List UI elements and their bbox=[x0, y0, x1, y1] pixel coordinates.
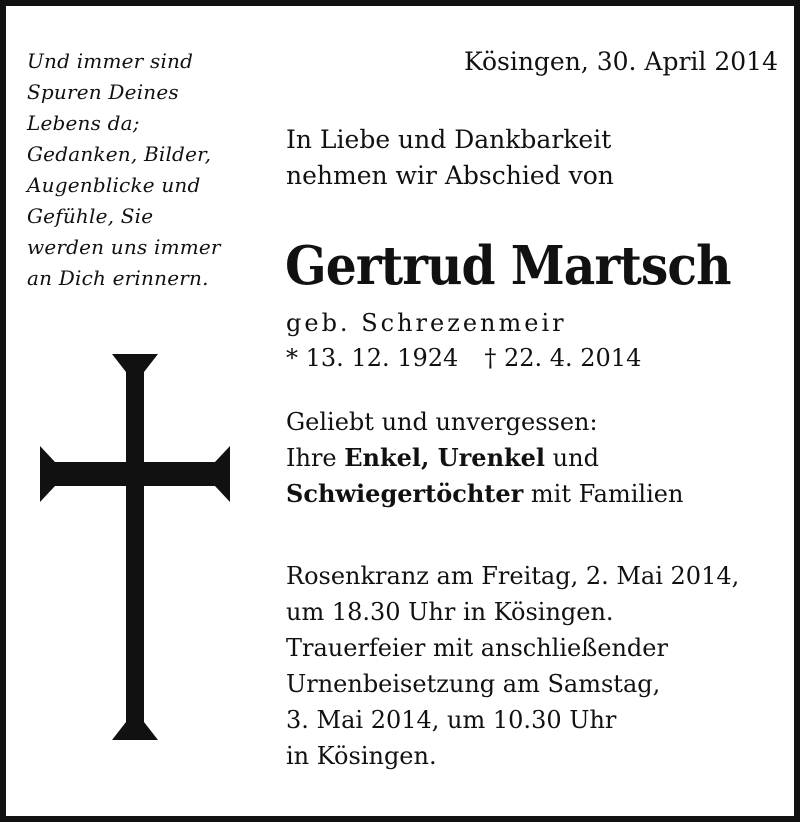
service-line: um 18.30 Uhr in Kösingen. bbox=[286, 598, 614, 626]
poem-line: Spuren Deines bbox=[27, 80, 179, 104]
deceased-name: Gertrud Martsch bbox=[285, 235, 731, 297]
poem-line: Lebens da; bbox=[27, 111, 140, 135]
service-line: Rosenkranz am Freitag, 2. Mai 2014, bbox=[286, 562, 740, 590]
mourners-bold-part: Schwiegertöchter bbox=[286, 479, 524, 508]
service-line: in Kösingen. bbox=[286, 742, 437, 770]
poem-line: Gefühle, Sie bbox=[27, 204, 154, 228]
intro-line: In Liebe und Dankbarkeit bbox=[286, 125, 612, 154]
cross-pattee-icon bbox=[40, 352, 232, 746]
maiden-name: geb. Schrezenmeir bbox=[286, 309, 567, 337]
service-details bbox=[286, 558, 739, 774]
birth-date: * 13. 12. 1924 bbox=[286, 344, 459, 372]
intro-line: nehmen wir Abschied von bbox=[286, 161, 614, 190]
mourners-text-part: mit Familien bbox=[523, 480, 684, 508]
mourners-line bbox=[286, 440, 683, 476]
mourners-text-part: und bbox=[545, 444, 599, 472]
intro-text bbox=[286, 122, 614, 194]
death-date: † 22. 4. 2014 bbox=[484, 344, 642, 372]
poem-line: Und immer sind bbox=[27, 49, 194, 73]
mourners-text-part: Ihre bbox=[286, 444, 345, 472]
poem-line: Augenblicke und bbox=[27, 173, 201, 197]
mourners-line bbox=[286, 476, 683, 512]
place-date: Kösingen, 30. April 2014 bbox=[463, 47, 778, 76]
service-line: Urnenbeisetzung am Samstag, bbox=[286, 670, 661, 698]
mourners-text bbox=[286, 404, 683, 512]
service-line: Trauerfeier mit anschließender bbox=[286, 634, 668, 662]
mourners-bold-part: Enkel, Urenkel bbox=[344, 443, 546, 472]
memorial-poem bbox=[27, 46, 257, 294]
poem-line: Gedanken, Bilder, bbox=[27, 142, 212, 166]
poem-line: werden uns immer bbox=[27, 235, 221, 259]
service-line: 3. Mai 2014, um 10.30 Uhr bbox=[286, 706, 617, 734]
poem-line: an Dich erinnern. bbox=[27, 266, 209, 290]
life-dates bbox=[286, 340, 641, 376]
mourners-line: Geliebt und unvergessen: bbox=[286, 408, 598, 436]
